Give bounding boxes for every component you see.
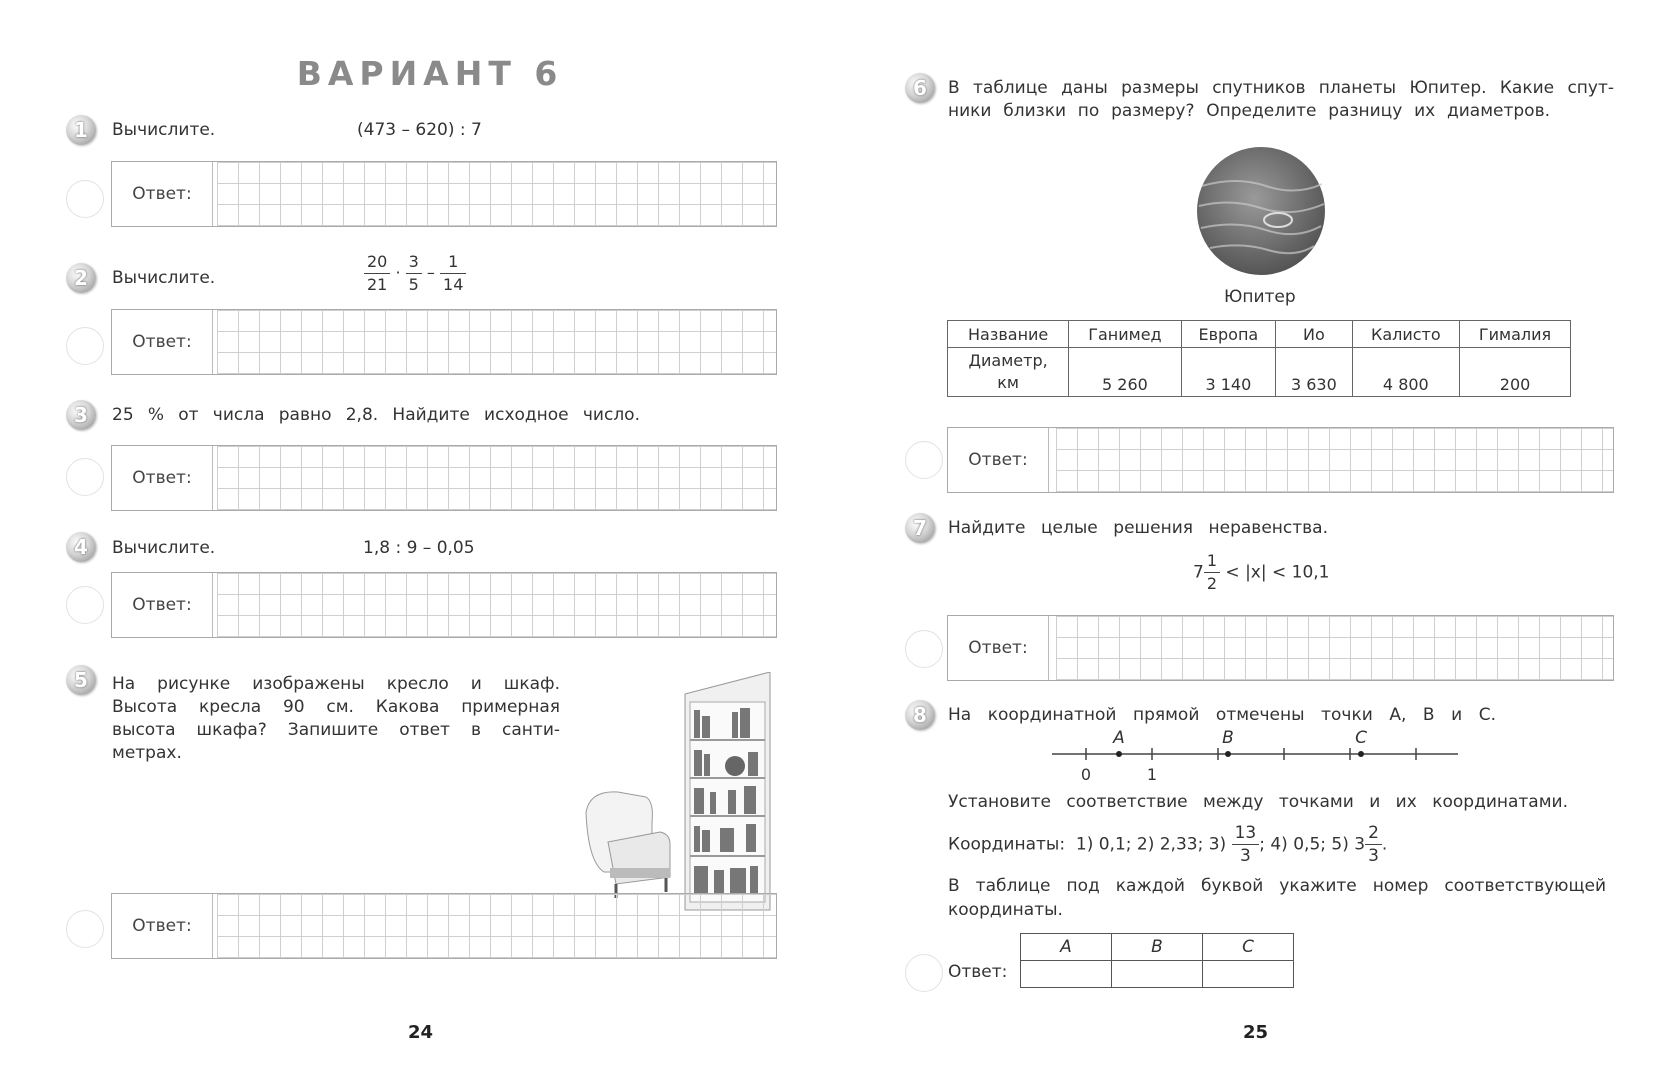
table-header-b: B	[1112, 934, 1203, 961]
point-label-b: B	[1222, 728, 1234, 748]
bookcase-icon	[685, 672, 770, 910]
answer-box-4[interactable]	[111, 572, 777, 638]
task5-line-4: метрах.	[112, 743, 182, 763]
table-row-label: Диаметр, км	[948, 348, 1069, 397]
table-header-cell: Ганимед	[1069, 321, 1181, 348]
table-header-cell: Ио	[1276, 321, 1352, 348]
table-header-cell: Гималия	[1460, 321, 1571, 348]
armchair-icon	[586, 792, 670, 898]
table-cell: 200	[1460, 348, 1571, 397]
coordinate-line	[1050, 728, 1460, 788]
task5-line-1: На рисунке изображены кресло и шкаф.	[112, 674, 560, 694]
answer-label: Ответ:	[112, 162, 213, 226]
task5-line-3: высота шкафа? Запишите ответ в санти-	[112, 720, 560, 740]
table-cell: 4 800	[1352, 348, 1460, 397]
score-circle-7[interactable]	[905, 630, 943, 668]
score-circle-2[interactable]	[66, 327, 104, 365]
answer-grid[interactable]	[1056, 616, 1613, 680]
task-number-7: 7	[905, 513, 935, 543]
table-cell: 3 140	[1181, 348, 1276, 397]
answer-label: Ответ:	[948, 428, 1049, 492]
task4-prompt: Вычислите.	[112, 538, 216, 558]
answer-label: Ответ:	[112, 573, 213, 637]
score-circle-5[interactable]	[66, 910, 104, 948]
answer-cell-a[interactable]	[1021, 961, 1112, 988]
point-a	[1116, 751, 1122, 757]
answer-grid[interactable]	[217, 446, 776, 510]
answer-grid[interactable]	[217, 894, 776, 958]
answer-cell-b[interactable]	[1112, 961, 1203, 988]
task-number-3: 3	[66, 400, 96, 430]
armchair-bookcase-illustration	[580, 672, 780, 912]
point-b	[1225, 751, 1231, 757]
task4-expression: 1,8 : 9 – 0,05	[363, 538, 475, 558]
answer-box-7[interactable]	[947, 615, 1614, 681]
table-cell: 3 630	[1276, 348, 1352, 397]
table-row	[948, 348, 1571, 397]
table-row	[1021, 934, 1294, 961]
answer-label: Ответ:	[112, 310, 213, 374]
task-number-5: 5	[66, 665, 96, 695]
table-row	[1021, 961, 1294, 988]
jupiter-caption: Юпитер	[1224, 287, 1296, 307]
task-number-6: 6	[905, 73, 935, 103]
table-header-cell: Калисто	[1352, 321, 1460, 348]
task8-instruction: Установите соответствие между точками и их координатами.	[948, 792, 1568, 812]
point-label-a: A	[1113, 728, 1125, 748]
table-row	[948, 321, 1571, 348]
task6-line-2: ники близки по размеру? Определите разницу их диаметров.	[948, 101, 1550, 121]
answer-label: Ответ:	[948, 962, 1008, 982]
task8-table-line-1: В таблице под каждой буквой укажите номер соответствующей	[948, 876, 1606, 896]
page-number-left: 24	[408, 1022, 434, 1043]
table-header-c: C	[1203, 934, 1294, 961]
task-number-2: 2	[66, 263, 96, 293]
score-circle-3[interactable]	[66, 458, 104, 496]
answer-grid[interactable]	[217, 573, 776, 637]
answer-label: Ответ:	[112, 446, 213, 510]
table-header-cell: Европа	[1181, 321, 1276, 348]
jupiter-image	[1196, 146, 1326, 276]
satellite-table	[947, 320, 1571, 397]
table-cell: 5 260	[1069, 348, 1181, 397]
score-circle-4[interactable]	[66, 586, 104, 624]
task-number-4: 4	[66, 532, 96, 562]
task2-expression: $\frac{20}{21}$ · $\frac{3}{5}$ – $\frac{1}{14}$	[364, 251, 466, 296]
task6-line-1: В таблице даны размеры спутников планеты Юпитер. Какие спут-	[948, 78, 1614, 98]
task1-expression: (473 – 620) : 7	[357, 120, 482, 140]
task8-coordinates: Координаты: 1) 0,1; 2) 2,33; 3) $\frac{13}{3}$ ; 4) 0,5; 5) 3 $\frac{2}{3}$ .	[948, 823, 1388, 866]
answer-box-6[interactable]	[947, 427, 1614, 493]
answer-grid[interactable]	[1056, 428, 1613, 492]
answer-label: Ответ:	[112, 894, 213, 958]
point-label-c: C	[1355, 728, 1367, 748]
score-circle-6[interactable]	[905, 441, 943, 479]
task7-prompt: Найдите целые решения неравенства.	[948, 518, 1328, 538]
abc-answer-table	[1020, 933, 1294, 988]
answer-grid[interactable]	[217, 310, 776, 374]
page-number-right: 25	[1243, 1022, 1269, 1043]
answer-grid[interactable]	[217, 162, 776, 226]
answer-box-2[interactable]	[111, 309, 777, 375]
answer-label: Ответ:	[948, 616, 1049, 680]
answer-box-5[interactable]	[111, 893, 777, 959]
task1-prompt: Вычислите.	[112, 120, 216, 140]
answer-cell-c[interactable]	[1203, 961, 1294, 988]
point-c	[1358, 751, 1364, 757]
task7-inequality: 7 $\frac{1}{2}$ < |x| < 10,1	[1193, 551, 1330, 593]
task2-prompt: Вычислите.	[112, 268, 216, 288]
table-header-a: A	[1021, 934, 1112, 961]
answer-box-3[interactable]	[111, 445, 777, 511]
table-header-cell: Название	[948, 321, 1069, 348]
task8-table-line-2: координаты.	[948, 900, 1063, 920]
task3-prompt: 25 % от числа равно 2,8. Найдите исходное число.	[112, 405, 640, 425]
task-number-1: 1	[66, 115, 96, 145]
task5-line-2: Высота кресла 90 см. Какова примерная	[112, 697, 560, 717]
tick-label-1: 1	[1146, 765, 1158, 784]
task8-prompt: На координатной прямой отмечены точки A, B и C.	[948, 705, 1496, 725]
task-number-8: 8	[905, 700, 935, 730]
tick-label-0: 0	[1080, 765, 1092, 784]
answer-box-1[interactable]	[111, 161, 777, 227]
score-circle-1[interactable]	[66, 180, 104, 218]
score-circle-8[interactable]	[905, 954, 943, 992]
page-title: ВАРИАНТ 6	[296, 54, 564, 93]
